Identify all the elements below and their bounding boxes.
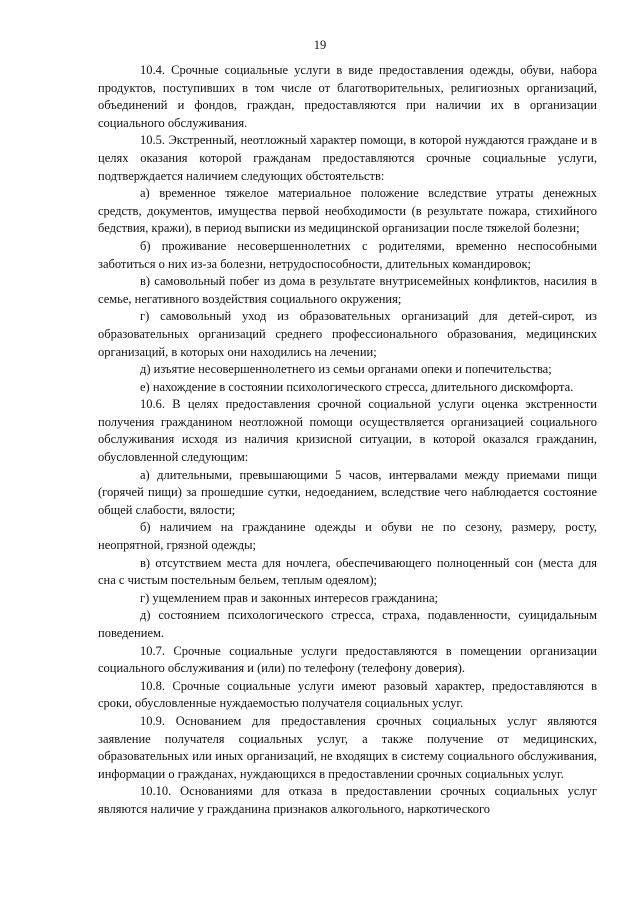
paragraph-10-6-b: б) наличием на гражданине одежды и обуви не по сезону, размеру, росту, неопрятной, грязной одежды; — [98, 520, 597, 553]
paragraph-10-5-d: д) изъятие несовершеннолетнего из семьи органами опеки и попечительства; — [140, 362, 552, 377]
paragraph-10-5-b: б) проживание несовершеннолетних с родителями, временно неспособными заботиться о них из-за болезни, нетрудоспособности, длительных командировок; — [98, 238, 597, 271]
paragraph-10-5-e: е) нахождение в состоянии психологического стресса, длительного дискомфорта. — [140, 379, 574, 394]
paragraph-10-6-g: г) ущемлением прав и законных интересов гражданина; — [140, 590, 439, 605]
paragraph-10-6-a: а) длительными, превышающими 5 часов, интервалами между приемами пищи (горячей пищи) за прошедшие сутки, недоеданием, вследствие чего наблюдается состояние общей слабости, вялости; — [98, 467, 597, 517]
paragraph-10-5-v: в) самовольный побег из дома в результате внутрисемейных конфликтов, насилия в семье, негативного воздействия социального окружения; — [98, 274, 597, 306]
paragraph-10-9: 10.9. Основанием для предоставления срочных социальных услуг являются заявление получателя социальных услуг, а также получение от медицинских, образовательных или иных организаций, не входящих в систему социального обслуживания, информации о гражданах, нуждающихся в предоставлении срочных социальных услуг. — [98, 713, 597, 781]
page-number: 19 — [313, 38, 327, 52]
paragraph-10-5-a: а) временное тяжелое материальное положение вследствие утраты денежных средств, документов, имущества первой необходимости (в результате пожара, стихийного бедствия, кражи), в период выписки из медицинской организации после тяжелой болезни; — [98, 186, 597, 236]
paragraph-10-8: 10.8. Срочные социальные услуги имеют разовый характер, предоставляются в сроки, обусловленные нуждаемостью получателя социальных услуг. — [98, 678, 597, 711]
paragraph-10-5-g: г) самовольный уход из образовательных организаций для детей-сирот, из образовательных организаций среднего профессионального образования, медицинских организаций, в которых они находились на лечении; — [98, 309, 597, 359]
paragraph-10-6-v: в) отсутствием места для ночлега, обеспечивающего полноценный сон (места для сна с чистым постельным бельем, теплым одеялом); — [98, 555, 597, 588]
paragraph-10-5: 10.5. Экстренный, неотложный характер помощи, в которой нуждаются граждане и в целях оказания которой гражданам предоставляются срочные социальные услуги, подтверждается наличием следующих обстоятельств: — [98, 133, 597, 183]
document-body — [98, 62, 597, 819]
paragraph-10-4: 10.4. Срочные социальные услуги в виде предоставления одежды, обуви, набора продуктов, поступивших в том числе от благотворительных, религиозных организаций, объединений и фондов, граждан, предоставляются при наличии их в организации социального обслуживания. — [98, 63, 597, 130]
paragraph-10-10: 10.10. Основаниями для отказа в предоставлении срочных социальных услуг являются наличие у гражданина признаков алкогольного, наркотического — [98, 784, 597, 816]
paragraph-10-6: 10.6. В целях предоставления срочной социальной услуги оценка экстренности получения гражданином неотложной помощи осуществляется организацией социального обслуживания исходя из наличия кризисной ситуации, в которой оказался гражданин, обусловленной следующим: — [98, 397, 597, 465]
paragraph-10-6-d: д) состоянием психологического стресса, страха, подавленности, суицидальным поведением. — [98, 608, 597, 640]
paragraph-10-7: 10.7. Срочные социальные услуги предоставляются в помещении организации социального обслуживания и (или) по телефону (телефону доверия). — [98, 643, 597, 676]
